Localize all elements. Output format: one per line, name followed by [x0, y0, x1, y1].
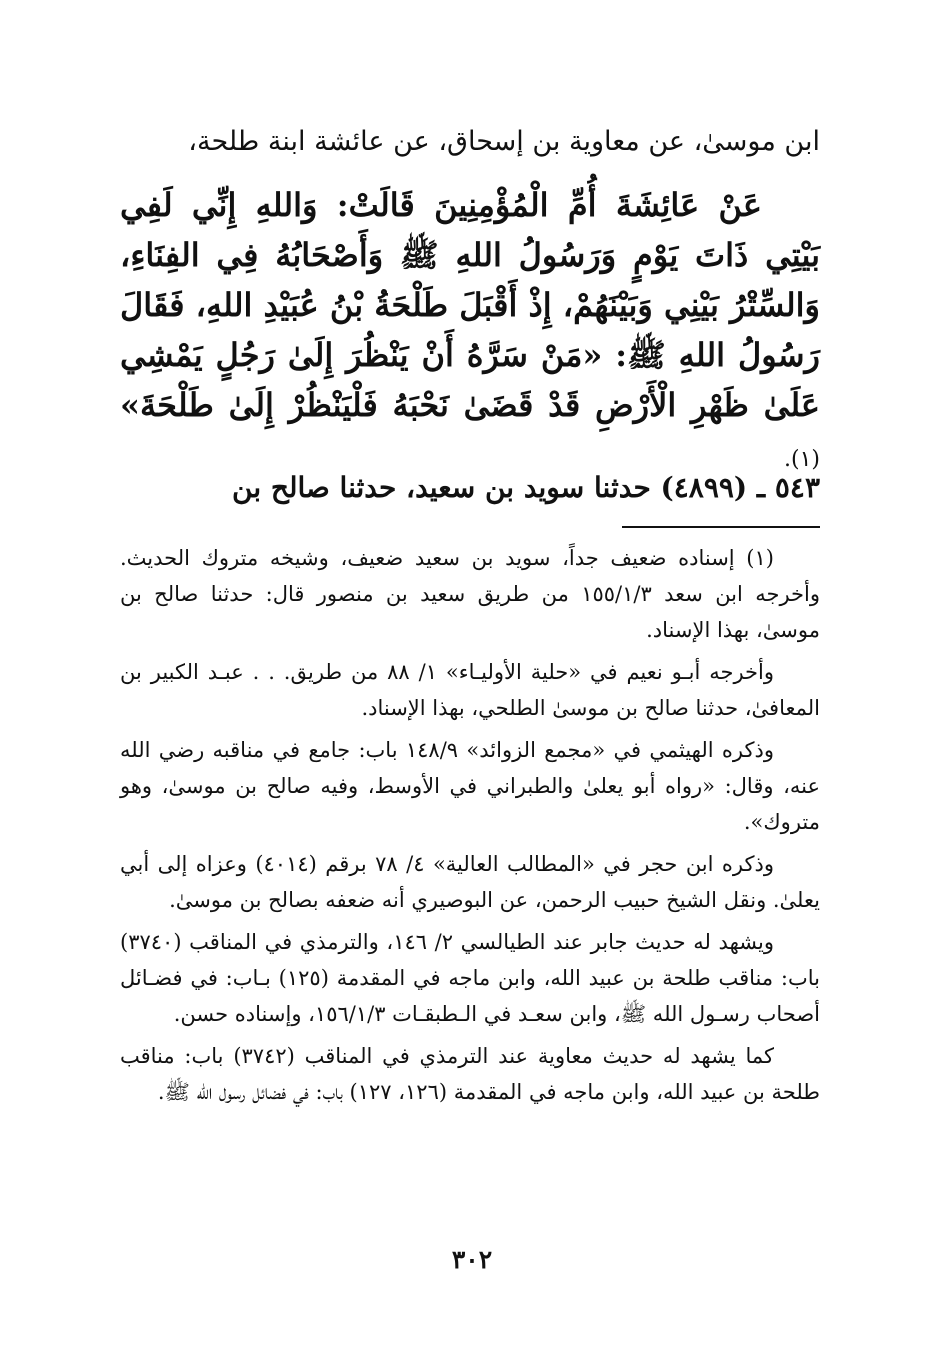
- footnote-paragraph: كما يشهد له حديث معاوية عند الترمذي في المناقب (٣٧٤٢) باب: مناقب طلحة بن عبيد الله، وابن ماجه في المقدمة (١٢٦، ١٢٧) باب: في فضائل رسول الله ﷺ.: [120, 1044, 820, 1104]
- next-hadith-heading: ٥٤٣ ـ (٤٨٩٩) حدثنا سويد بن سعيد، حدثنا صالح بن: [232, 471, 820, 504]
- isnad-continuation-line: ابن موسىٰ، عن معاوية بن إسحاق، عن عائشة ابنة طلحة،: [188, 126, 820, 157]
- footnote-paragraph: (١) إسناده ضعيف جداً، سويد بن سعيد ضعيف، وشيخه متروك الحديث. وأخرجه ابن سعد ١٥٥/١/٣ من طريق سعيد بن منصور قال: حدثنا صالح بن موسىٰ، بهذا الإسناد.: [120, 546, 821, 642]
- footnote-paragraph: ويشهد له حديث جابر عند الطيالسي ٢/ ١٤٦، والترمذي في المناقب (٣٧٤٠) باب: مناقب طلحة بن عبيد الله، وابن ماجه في المقدمة (١٢٥) بـاب: في فضـائل أصحاب رسـول الله ﷺ، وابن سعـد في الـطبقـات ١٥٦/١/٣، وإسناده حسن.: [120, 930, 820, 1026]
- footnote-paragraph: وذكره ابن حجر في «المطالب العالية» ٤/ ٧٨ برقم (٤٠١٤) وعزاه إلى أبي يعلىٰ. ونقل الشيخ حبيب الرحمن، عن البوصيري أنه ضعفه بصالح بن موسىٰ.: [120, 852, 820, 912]
- hadith-text-block: [120, 180, 820, 485]
- footnote-paragraph: وأخرجه أبـو نعيم في «حلية الأوليـاء» ١/ ٨٨ من طريق. . . عبـد الكبير بن المعافىٰ، حدثنا صالح بن موسىٰ الطلحي، بهذا الإسناد.: [120, 660, 820, 720]
- footnotes-block: [120, 540, 820, 1116]
- page-number: ٣٠٢: [451, 1245, 493, 1274]
- footnote-paragraph: وذكره الهيثمي في «مجمع الزوائد» ١٤٨/٩ باب: جامع في مناقبه رضي الله عنه، وقال: «رواه أبو يعلىٰ والطبراني في الأوسط، وفيه صالح بن موسىٰ، وهو متروك».: [120, 738, 820, 834]
- footnote-separator: [622, 526, 820, 528]
- footnote-reference: (١).: [784, 447, 820, 472]
- hadith-text: عَنْ عَائِشَةَ أُمِّ الْمُؤْمِنِينَ قَالَتْ: وَاللهِ إِنِّي لَفِي بَيْتِي ذَاتَ يَوْمٍ وَرَسُولُ اللهِ ﷺ وَأَصْحَابُهُ فِي الفِنَاءِ، وَالسِّتْرُ بَيْنِي وَبَيْنَهُمْ، إِذْ أَقْبَلَ طَلْحَةُ بْنُ عُبَيْدِ اللهِ، فَقَالَ رَسُولُ اللهِ ﷺ: «مَنْ سَرَّهُ أَنْ يَنْظُرَ إِلَىٰ رَجُلٍ يَمْشِي عَلَىٰ ظَهْرِ الْأَرْضِ قَدْ قَضَىٰ نَحْبَهُ فَلْيَنْظُرْ إِلَىٰ طَلْحَةَ»: [120, 186, 820, 424]
- hadith-paragraph: [120, 180, 820, 485]
